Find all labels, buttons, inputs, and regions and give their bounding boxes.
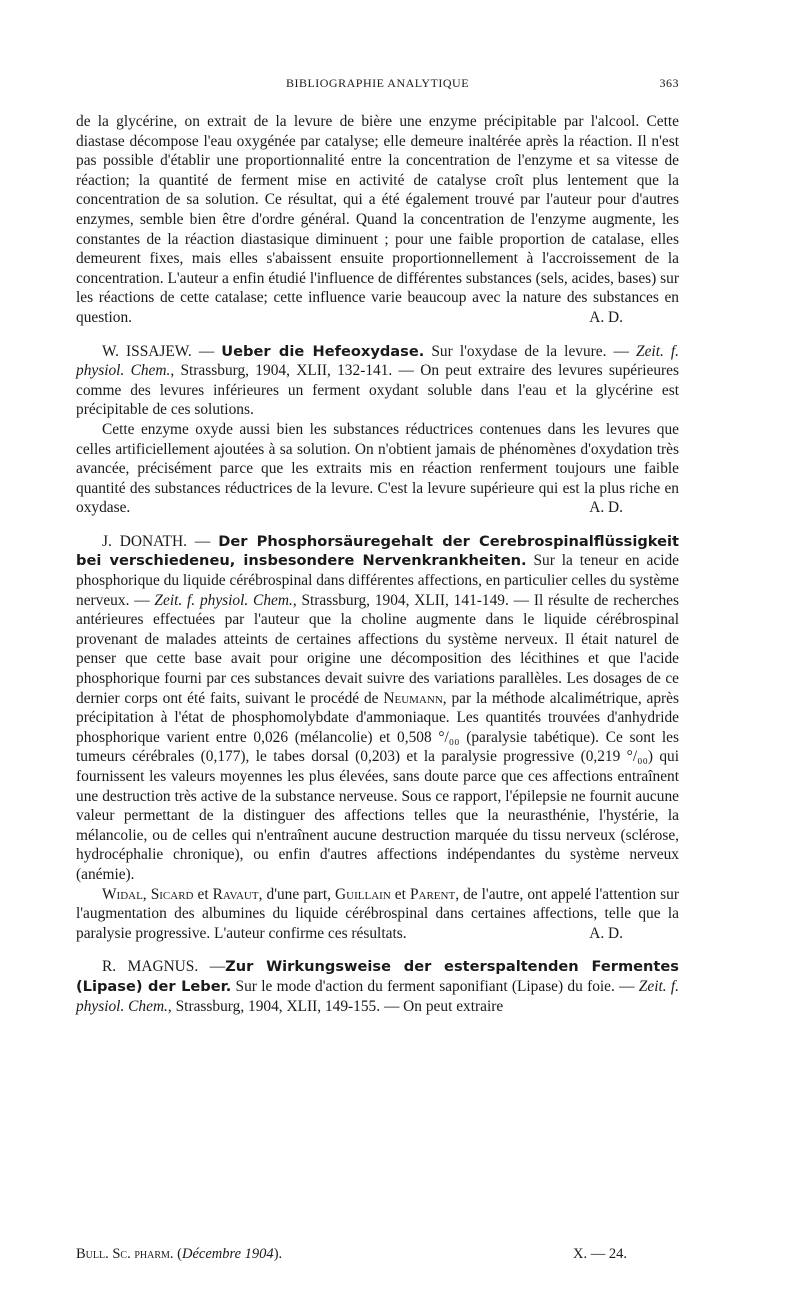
entry-title-french: Sur l'oxydase de la levure. — xyxy=(424,342,637,360)
page xyxy=(76,76,679,1016)
author-name: Guillain xyxy=(335,885,391,903)
entry-title-german: Zur Wirkungsweise der esterspaltenden Fermentes (Lipase) der Leber. xyxy=(76,958,679,995)
signature: A. D. xyxy=(589,924,623,942)
entry-donath-continued xyxy=(76,885,679,944)
entry-title-german: Ueber die Hefeoxydase. xyxy=(221,342,425,360)
entry-text: , de l'autre, ont appelé l'attention sur l'augmentation des albumines du liquide cérébrospinal dans certaines affections, telle que la paralysie progressive. L'auteur confirme ces résultats. xyxy=(76,885,679,942)
entry-text: , Strassburg, 1904, XLII, 141-149. — Il résulte de recherches antérieures effectuées par l'auteur que la choline augmente dans le liquide cérébrospinal provenant de malades atteints de certaines affections du système nerveux. Il était naturel de penser que cette base avait pour origine une décomposition des lécithines et que l'acide phosphorique fourni par ces substances devait suivre des variations parallèles. Les dosages de ce dernier corps ont été faits, suivant le procédé de xyxy=(76,591,679,707)
author-name: Neumann xyxy=(383,689,443,707)
author-name: Sicard xyxy=(150,885,194,903)
footer-paren: ). xyxy=(273,1246,283,1262)
entry-title-french: Sur le mode d'action du ferment saponifiant (Lipase) du foie. — xyxy=(231,977,639,995)
footer-paren: ( xyxy=(173,1246,183,1262)
entry-title-french: Sur la teneur en acide phosphorique du liquide cérébrospinal dans différentes affections, en particulier celles du système nerveux. — xyxy=(76,552,679,609)
entry-author: W. ISSAJEW. — xyxy=(102,342,222,360)
page-footer xyxy=(76,1246,679,1263)
author-name: Widal xyxy=(102,885,143,903)
author-name: Ravaut xyxy=(212,885,259,903)
running-title: BIBLIOGRAPHIE ANALYTIQUE xyxy=(285,76,470,90)
journal-name: Zeit. f. physiol. Chem. xyxy=(76,977,679,1015)
entry-issajew-continued xyxy=(76,420,679,518)
footer-bulletin: Bull. Sc. pharm. xyxy=(76,1246,174,1262)
entry-text: , Strassburg, 1904, XLII, 149-155. — On peut extraire xyxy=(167,997,504,1015)
page-number: 363 xyxy=(659,76,679,90)
entry-donath xyxy=(76,532,679,885)
entry-author: J. DONATH. — xyxy=(102,532,219,550)
entry-text: , d'une part, xyxy=(258,885,336,903)
intro-paragraph xyxy=(76,112,679,328)
article-body xyxy=(76,112,679,1016)
entry-magnus xyxy=(76,957,679,1016)
author-name: Parent xyxy=(409,885,456,903)
separator: et xyxy=(390,885,410,903)
separator: et xyxy=(193,885,213,903)
footer-date: Décembre 1904 xyxy=(182,1246,274,1262)
separator: , xyxy=(142,885,151,903)
entry-text: Cette enzyme oxyde aussi bien les substances réductrices contenues dans les levures que celles artificiellement ajoutées à sa solution. On n'obtient jamais de phénomènes d'oxydation très avancée, précisément parce que les extraits mis en réaction renferment toujours une faible quantité des substances réductrices de la levure. C'est la levure supérieure qui est la plus riche en oxydase. xyxy=(76,420,679,517)
signature: A. D. xyxy=(589,499,623,517)
entry-title-german: Der Phosphorsäuregehalt der Cerebrospinalflüssigkeit bei verschiedeneu, insbesondere Nervenkrankheiten. xyxy=(76,532,679,570)
intro-text: de la glycérine, on extrait de la levure de bière une enzyme précipitable par l'alcool. Cette diastase décompose l'eau oxygénée par catalyse; elle demeure inaltérée après la réaction. Il n'est pas possible d'établir une proportionnalité entre la concentration de l'enzyme et sa vitesse de réaction; la quantité de ferment mise en activité de catalyse croît plus lentement que la concentration de sa solution. Ce résultat, qui a été également trouvé par l'auteur pour d'autres enzymes, semble bien être d'ordre général. Quand la concentration de l'enzyme augmente, les constantes de la réaction diastasique diminuent ; pour une faible proportion de catalase, elles demeurent fixes, mais elles s'abaissent ensuite proportionnellement à l'accroissement de la concentration. L'auteur a enfin étudié l'influence de différentes substances (sels, acides, bases) sur les réactions de cette catalase; cette influence varie beaucoup avec la nature des substances en question. xyxy=(76,113,679,326)
entry-text: , par la méthode alcalimétrique, après précipitation à l'état de phosphomolybdate d'ammoniaque. Les quantités trouvées d'anhydride phosphorique varient entre 0,026 (mélancolie) et 0,508 °/₀₀ (paralysie tabétique). Ce sont les tumeurs cérébrales (0,177), le tabes dorsal (0,203) et la paralysie progressive (0,219 °/₀₀) qui fournissent les valeurs moyennes les plus élevées, sans doute parce que ces affections entraînent une destruction très active de la substance nerveuse. Sous ce rapport, l'épilepsie ne fournit aucune valeur permettant de la distinguer des affections telles que la neurasthénie, l'hystérie, la mélancolie, ou de celles qui n'entraînent aucune destruction marquée du tissu nerveux (sclérose, hydrocéphalie chronique), ou enfin d'autres affections indépendantes du système nerveux (anémie). xyxy=(76,689,679,883)
footer-sheet-number: X. — 24. xyxy=(573,1246,627,1262)
entry-author: R. MAGNUS. — xyxy=(102,958,226,976)
journal-name: Zeit. f. physiol. Chem. xyxy=(154,591,293,609)
entry-issajew xyxy=(76,342,679,420)
entry-text: , Strassburg, 1904, XLII, 132-141. — On peut extraire des levures supérieures comme des levures inférieures un ferment oxydant soluble dans l'eau et la glycérine est précipitable de ces solutions. xyxy=(76,362,679,419)
journal-name: Zeit. f. physiol. Chem. xyxy=(76,342,680,380)
running-header xyxy=(76,76,679,98)
signature: A. D. xyxy=(589,308,623,326)
